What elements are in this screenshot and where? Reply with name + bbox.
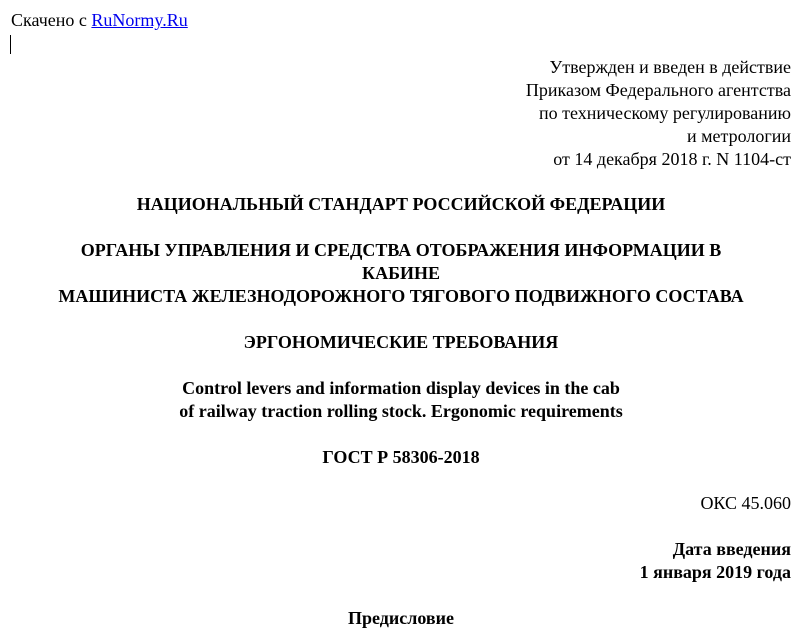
english-title	[0, 377, 802, 423]
source-link[interactable]: RuNormy.Ru	[91, 10, 188, 30]
introduction-date: 1 января 2019 года	[639, 562, 791, 582]
source-prefix: Скачено с	[11, 10, 92, 30]
introduction-label: Дата введения	[672, 539, 791, 559]
preface-heading	[0, 607, 802, 630]
english-title-line: of railway traction rolling stock. Ergonomic requirements	[179, 401, 623, 421]
document-title-line: КАБИНЕ	[362, 263, 440, 283]
document-title-line: МАШИНИСТА ЖЕЛЕЗНОДОРОЖНОГО ТЯГОВОГО ПОДВИЖНОГО СОСТАВА	[58, 286, 744, 306]
national-standard-heading	[0, 193, 802, 216]
oks-code: ОКС 45.060	[700, 493, 791, 513]
preface-heading-text: Предисловие	[348, 608, 454, 628]
approval-line: и метрологии	[687, 126, 791, 146]
approval-line: от 14 декабря 2018 г. N 1104-ст	[553, 149, 791, 169]
english-title-line: Control levers and information display devices in the cab	[182, 378, 620, 398]
approval-line: по техническому регулированию	[538, 103, 791, 123]
document-title-line: ОРГАНЫ УПРАВЛЕНИЯ И СРЕДСТВА ОТОБРАЖЕНИЯ ИНФОРМАЦИИ В	[80, 240, 722, 260]
source-line	[11, 9, 188, 32]
approval-line: Приказом Федерального агентства	[525, 80, 791, 100]
approval-line: Утвержден и введен в действие	[549, 57, 791, 77]
approval-block	[526, 56, 791, 171]
gost-number-text: ГОСТ Р 58306-2018	[322, 447, 480, 467]
introduction-date-block	[640, 538, 791, 584]
gost-number	[0, 446, 802, 469]
national-standard-text: НАЦИОНАЛЬНЫЙ СТАНДАРТ РОССИЙСКОЙ ФЕДЕРАЦИИ	[136, 194, 666, 214]
document-title	[0, 239, 802, 308]
document-subtitle	[0, 331, 802, 354]
document-subtitle-text: ЭРГОНОМИЧЕСКИЕ ТРЕБОВАНИЯ	[243, 332, 559, 352]
text-cursor	[10, 35, 11, 54]
